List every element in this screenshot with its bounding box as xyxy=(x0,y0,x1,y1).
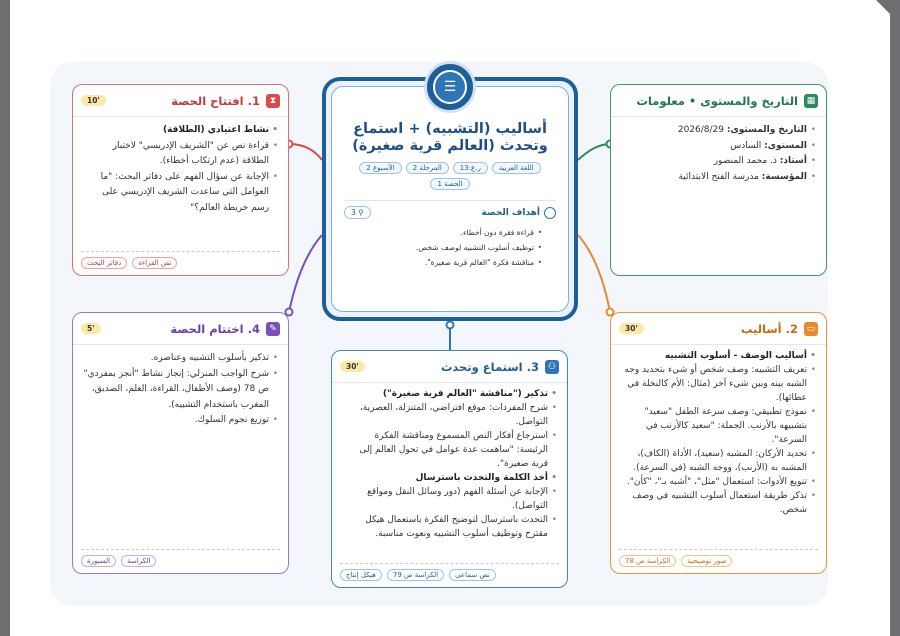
hourglass-icon: ⧗ xyxy=(266,94,280,108)
list-item: • تحديد الأركان: المشبه (سعيد)، الأداة (الكاف)، المشبه به (الأرنب)، ووجه الشبه (في السرعة). xyxy=(621,447,816,475)
styles-header xyxy=(611,313,826,345)
list-item xyxy=(621,170,816,186)
list-item: • أخذ الكلمة والتحدث باسترسال xyxy=(342,471,557,485)
list-item: • توظيف أسلوب التشبيه لوصف شخص. xyxy=(344,240,542,255)
info-value: ذ. محمد المنصور xyxy=(713,156,780,166)
user-icon: ⚲ xyxy=(358,208,364,217)
styles-list xyxy=(611,345,826,517)
lesson-chip: المرحلة 2 xyxy=(406,162,449,174)
list-item: • الإجابة عن سؤال الفهم على دفاتر البحث: "ما العوامل التي ساعدت الشريف الإدريسي على رسم خريطة العالم؟" xyxy=(83,170,278,217)
info-header xyxy=(611,85,826,117)
list-item: • تذكر طريقة استعمال أسلوب التشبيه في وصف شخص. xyxy=(621,489,816,517)
opening-time-badge: 10' xyxy=(81,95,106,106)
list-item: • تنويع الأدوات: استعمال "مثل"، "أشبه بـ"، "كأن". xyxy=(621,475,816,489)
resource-tag: هيكل إنتاج xyxy=(340,569,382,581)
listening-card xyxy=(331,350,568,588)
styles-time-badge: 30' xyxy=(619,323,644,334)
list-item: • شرح الواجب المنزلي: إنجاز نشاط "أنجز بمفردي" ص 78 (وصف الأطفال، القراءة، العلم، الصديق، المغرب باستخدام التشبيه). xyxy=(83,367,278,414)
list-item: • أساليب الوصف - أسلوب التشبيه xyxy=(621,349,816,363)
styles-resources xyxy=(619,549,818,567)
listening-resources xyxy=(340,563,559,581)
info-label: التاريخ والمستوى: xyxy=(726,125,807,135)
goals-count-badge xyxy=(344,206,371,219)
styles-card xyxy=(610,312,827,574)
goals-count: 3 xyxy=(351,208,356,217)
chat-icon: ☰ xyxy=(433,70,467,104)
users-icon: ⚇ xyxy=(545,360,559,374)
lesson-goals xyxy=(344,200,556,270)
listening-title: 3. استماع وتحدث xyxy=(440,359,539,374)
edit-icon: ✎ xyxy=(266,322,280,336)
resource-tag: صور توضيحية xyxy=(681,555,732,567)
list-item: • شرح المفردات: موقع افتراضي، المتنزلة، العصرية، التواصل. xyxy=(342,401,557,429)
resource-tag: الكراسة ص 78 xyxy=(619,555,676,567)
list-item: • تذكير بأسلوب التشبيه وعناصره. xyxy=(83,351,278,367)
opening-header xyxy=(73,85,288,117)
list-item xyxy=(621,123,816,139)
target-icon xyxy=(544,207,556,219)
opening-card xyxy=(72,84,289,276)
opening-list xyxy=(73,117,288,216)
list-item: • مناقشة فكرة "العالم قرية صغيرة". xyxy=(344,255,542,270)
closing-list xyxy=(73,345,288,429)
info-label: أستاذ: xyxy=(779,156,807,166)
list-item: • نشاط اعتيادي (الطلاقة) xyxy=(83,123,278,139)
info-list xyxy=(611,117,826,185)
list-item: • الإجابة عن أسئلة الفهم (دور وسائل النقل ومواقع التواصل). xyxy=(342,485,557,513)
list-item: • قراءة فقرة دون أخطاء. xyxy=(344,225,542,240)
info-title: التاريخ والمستوى • معلومات xyxy=(636,93,798,108)
list-item: • نموذج تطبيقي: وصف سرعة الطفل "سعيد" بتشبيهه بالأرنب. الجملة: "سعيد كالأرنب في السرعة". xyxy=(621,405,816,447)
info-value: مدرسة الفتح الابتدائية xyxy=(678,171,762,182)
styles-title: 2. أساليب xyxy=(740,321,798,336)
closing-resources xyxy=(81,549,280,567)
closing-card xyxy=(72,312,289,574)
resource-tag: الكراسة xyxy=(121,555,156,567)
opening-title: 1. افتتاح الحصة xyxy=(171,93,260,108)
list-item: • قراءة نص عن "الشريف الإدريسي" لاختبار الطلاقة (عدم ارتكاب أخطاء). xyxy=(83,139,278,170)
lesson-chip: اللغة العربية xyxy=(492,162,541,174)
info-value: 2026/8/29 xyxy=(677,125,727,135)
lesson-chip: الأسبوع 2 xyxy=(359,162,401,174)
list-item xyxy=(621,154,816,170)
resource-tag: دفاتر البحث xyxy=(81,257,127,269)
lesson-badge xyxy=(424,61,476,113)
lesson-title-line: وتحدث (العالم قرية صغيرة) xyxy=(352,138,548,154)
info-value: السادس xyxy=(730,140,765,151)
presentation-icon: ▭ xyxy=(804,322,818,336)
lesson-title xyxy=(332,121,568,155)
lesson-title-line: أساليب (التشبيه) + استماع xyxy=(353,121,547,137)
lesson-chip: الحصة 1 xyxy=(430,178,469,190)
closing-header xyxy=(73,313,288,345)
info-label: المستوى: xyxy=(764,140,807,151)
info-card xyxy=(610,84,827,276)
info-label: المؤسسة: xyxy=(761,171,807,182)
lesson-center-inner xyxy=(331,86,569,312)
list-item: • تذكير ("مناقشة "العالم قرية صغيرة") xyxy=(342,387,557,401)
list-item: • استرجاع أفكار النص المسموع ومناقشة الفكرة الرئيسة: "ساهمت عدة عوامل في تحول العالم إلى قرية صغيرة". xyxy=(342,429,557,471)
listening-time-badge: 30' xyxy=(340,361,365,372)
lesson-chip: ر.ع:13 xyxy=(453,162,488,174)
lesson-center-card xyxy=(322,77,578,321)
list-item: • تعريف التشبيه: وصف شخص أو شيء بتحديد وجه الشبه بينه وبين شيء آخر (مثال: الأم كالنخلة في عطائها). xyxy=(621,363,816,405)
list-item xyxy=(621,139,816,155)
goals-title: أهداف الحصة xyxy=(481,207,540,218)
list-item: • التحدث باسترسال لتوضيح الفكرة باستعمال هيكل مقترح وتوظيف أسلوب التشبيه ونعوت مناسبة. xyxy=(342,513,557,541)
closing-time-badge: 5' xyxy=(81,323,101,334)
resource-tag: الكراسة ص 79 xyxy=(387,569,444,581)
opening-resources xyxy=(81,251,280,269)
goals-header xyxy=(344,206,556,219)
listening-list xyxy=(332,383,567,541)
goals-list xyxy=(344,219,556,270)
calendar-icon: ▦ xyxy=(804,94,818,108)
listening-header xyxy=(332,351,567,383)
resource-tag: نص القراءة xyxy=(132,257,177,269)
resource-tag: نص سماعي xyxy=(449,569,496,581)
closing-title: 4. اختتام الحصة xyxy=(170,321,260,336)
resource-tag: السبورة xyxy=(81,555,116,567)
list-item: • توزيع نجوم السلوك. xyxy=(83,413,278,429)
lesson-chips xyxy=(352,162,548,190)
